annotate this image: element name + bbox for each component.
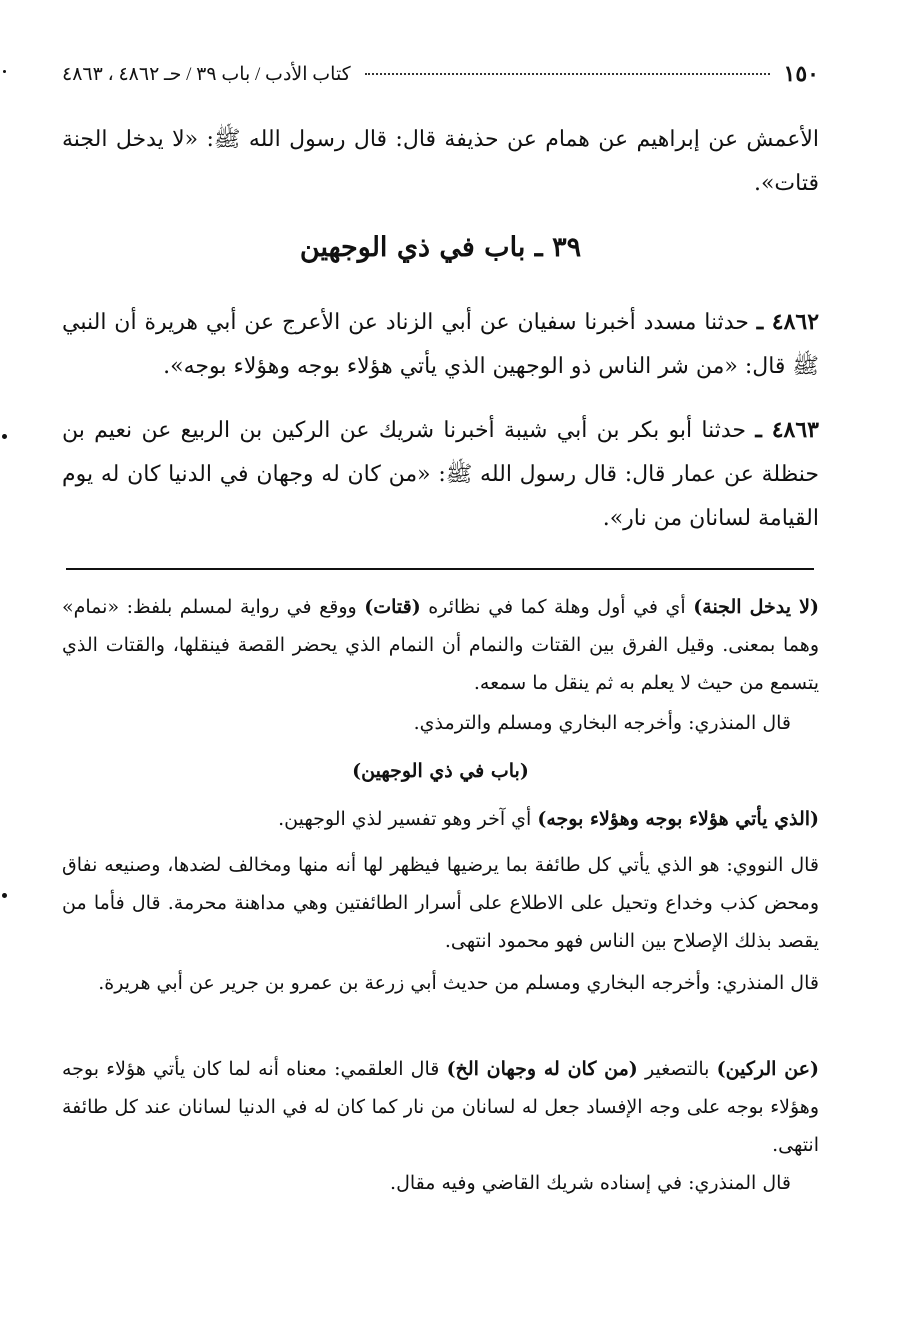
chapter-title: ٣٩ ـ باب في ذي الوجهين [299,232,582,263]
footnote-divider [66,568,814,570]
page-header [62,58,819,90]
opening-text: الأعمش عن إبراهيم عن همام عن حذيفة قال: قال رسول الله ﷺ: «لا يدخل الجنة قتات». [62,127,819,196]
note-mundhiri-1: قال المنذري: وأخرجه البخاري ومسلم والترمذي. [413,712,791,734]
note-mundhiri-3: قال المنذري: في إسناده شريك القاضي وفيه مقال. [390,1172,791,1194]
scan-speck [3,70,6,73]
hadith-4863 [62,408,819,541]
note-lemma: (من كان له وجهان الخ) [446,1058,638,1080]
opening-paragraph [62,118,819,206]
note-text: أي آخر وهو تفسير لذي الوجهين. [278,808,538,830]
hadith-number: ٤٨٦٢ ـ [756,309,820,335]
header-dotted-leader [365,73,770,75]
note-qattat [62,588,819,702]
note-mundhiri-2: قال المنذري: وأخرجه البخاري ومسلم من حديث أبي زرعة بن عمرو بن جرير عن أبي هريرة. [98,972,819,994]
hadith-4862 [62,300,819,389]
scan-speck [2,893,7,898]
hadith-text: حدثنا مسدد أخبرنا سفيان عن أبي الزناد عن الأعرج عن أبي هريرة أن النبي ﷺ قال: «من شر الناس ذو الوجهين الذي يأتي هؤلاء بوجه وهؤلاء بوجه». [62,310,819,379]
hadith-number: ٤٨٦٣ ـ [755,417,819,443]
note-text: بالتصغير [637,1058,717,1080]
note-two-faced [62,800,819,838]
note-text: قال العلقمي: معناه أنه لما كان يأتي هؤلاء بوجه وهؤلاء بوجه على وجه الإفساد جعل له لسانان من نار كما كان له في الدنيا لسانان عند كل طائفة انتهى. [62,1058,819,1156]
running-title: كتاب الأدب / باب ٣٩ / حـ ٤٨٦٢ ، ٤٨٦٣ [62,63,351,85]
scan-speck [2,434,7,439]
note-rukayn [62,1050,819,1164]
page-number: ١٥٠ [783,61,819,86]
note-lemma: (لا يدخل الجنة) [693,596,819,618]
note-text: أي في أول وهلة كما في نظائره [420,596,694,618]
note-text: ووقع في رواية لمسلم بلفظ: «نمام» وهما بمعنى. وقيل الفرق بين القتات والنمام أن النمام الذي يحضر القصة فينقلها، والقتات الذي يتسمع من حيث لا يعلم به ثم ينقل ما سمعه. [62,596,819,694]
note-chapter-heading: (باب في ذي الوجهين) [352,760,529,782]
note-lemma: (الذي يأتي هؤلاء بوجه وهؤلاء بوجه) [537,808,819,830]
note-lemma: (عن الركين) [716,1058,819,1080]
note-lemma: (قتات) [364,596,421,618]
hadith-text: حدثنا أبو بكر بن أبي شيبة أخبرنا شريك عن الركين بن الربيع عن نعيم بن حنظلة عن عمار قال: قال رسول الله ﷺ: «من كان له وجهان في الدنيا كان له يوم القيامة لسانان من نار». [62,418,819,531]
note-nawawi: قال النووي: هو الذي يأتي كل طائفة بما يرضيها فيظهر لها أنه منها ومخالف لضدها، وصنيعه نفاق ومحض كذب وخداع وتحيل على الاطلاع على أسرار الطائفتين وهي مداهنة محرمة. قال فأما من يقصد بذلك الإصلاح بين الناس فهو محمود انتهى. [62,854,819,952]
